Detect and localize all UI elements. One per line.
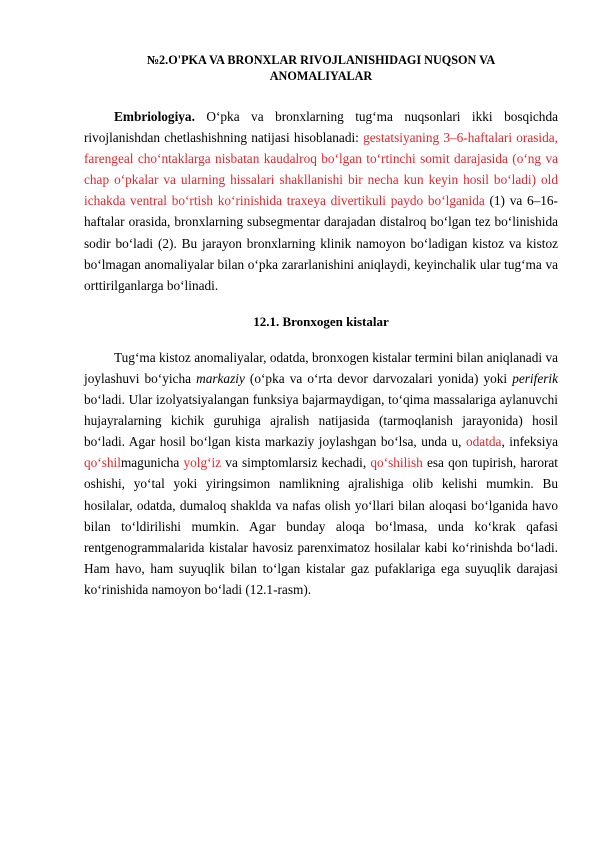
embryology-paragraph <box>84 106 558 296</box>
text-run: O‘pka va bronxlarning tug‘ma nuqsonlari ikki bosqichda rivojlanishdan chetlashishning natijasi hisoblanadi: <box>84 109 558 146</box>
highlighted-text: qo‘shilish <box>370 455 423 471</box>
text-run: esa qon tupirish, harorat oshishi, yo‘tal yoki yiringsimon namlikning ajralishiga olib kelishi mumkin. Bu hosilalar, odatda, dumaloq shaklda va nafas olish yo‘llari bilan aloqasi bo‘lganida havo bilan to‘ldirilishi mumkin. Agar bunday aloqa bo‘lmasa, unda ko‘krak qafasi rentgenogrammalarida kistalar havosiz parenximatoz hosilalar kabi ko‘rinishda bo‘ladi. Ham havo, ham suyuqlik bilan to‘lgan kistalar gaz pufaklariga ega suyuqlik darajasi ko‘rinishida namoyon bo‘ladi (12.1-rasm). <box>84 455 558 597</box>
paragraph-lead: Embriologiya. <box>114 109 195 124</box>
text-run: bo‘ladi. Ular izolyatsiyalangan funksiya bajarmaydigan, to‘qima massalariga aylanuvchi hujayralarning kichik guruhiga ajralish natijasida (tarmoqlanish jarayonida) hosil bo‘ladi. Agar hosil bo‘lgan kista markaziy joylashgan bo‘lsa, unda u, <box>84 392 558 450</box>
page-title: №2.O'PKA VA BRONXLAR RIVOJLANISHIDAGI NUQSON VA ANOMALIYALAR <box>146 53 496 83</box>
text-run: Tug‘ma kistoz anomaliyalar, odatda, bronxogen kistalar termini bilan aniqlanadi va joylashuvi bo‘yicha <box>84 349 558 386</box>
text-run: , infeksiya <box>501 434 559 450</box>
text-run: (1) va 6–16-haftalar orasida, bronxlarning subsegmentar darajadan distalroq bo‘lgan tez bo‘linishida sodir bo‘ladi (2). Bu jarayon bronxlarning klinik namoyon bo‘ladigan kistoz va kistoz bo‘lmagan anomaliyalar bilan o‘pka zararlanishini aniqlaydi, keyinchalik ular tug‘ma va orttirilganlarga bo‘linadi. <box>84 193 558 293</box>
italic-term: markaziy <box>196 370 245 386</box>
italic-term: periferik <box>512 370 558 386</box>
text-run: va simptomlarsiz kechadi, <box>221 455 371 471</box>
highlighted-text: gestatsiyaning 3–6-haftalari orasida, farengeal cho‘ntaklarga nisbatan kaudalroq bo‘lgan to‘rtinchi somit darajasida (o‘ng va chap o‘pkalar va ularning hissalari shakllanishi bir necha kun keyin hosil bo‘ladi) old ichakda ventral bo‘rtish ko‘rinishida traxeya divertikuli paydo bo‘lganida <box>84 130 558 209</box>
section-heading: 12.1. Bronxogen kistalar <box>253 313 389 329</box>
highlighted-text: odatda <box>466 434 502 450</box>
text-run: (o‘pka va o‘rta devor darvozalari yonida) yoki <box>244 370 513 386</box>
document-page <box>84 52 558 600</box>
bronchogenic-cysts-paragraph <box>84 347 558 600</box>
highlighted-text: qo‘shil <box>84 455 121 471</box>
text-run: magunicha <box>120 455 184 471</box>
highlighted-text: yolg‘iz <box>183 455 222 471</box>
